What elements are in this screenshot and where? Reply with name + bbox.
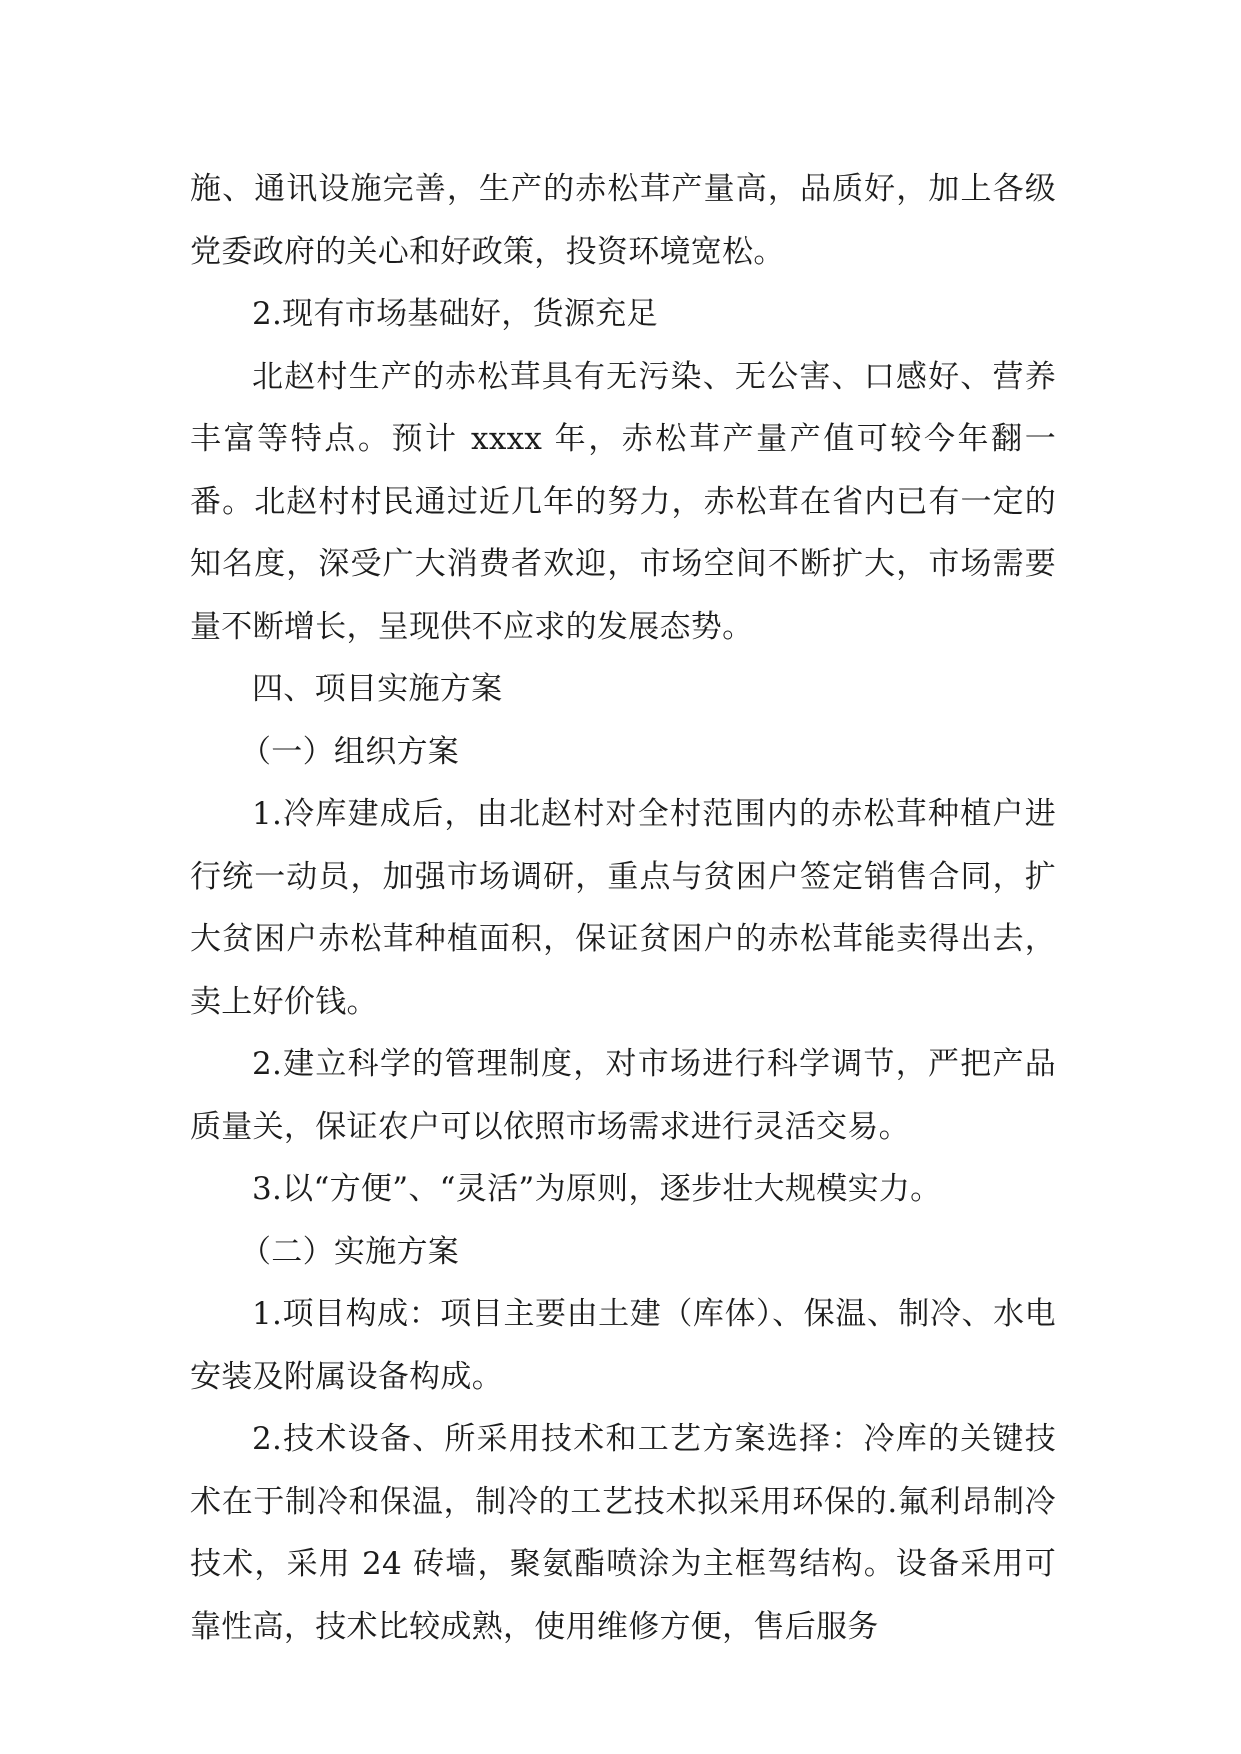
paragraph-plan-1: 1.项目构成：项目主要由土建（库体）、保温、制冷、水电安装及附属设备构成。 bbox=[190, 1296, 1056, 1395]
paragraph-market-heading: 2.现有市场基础好，货源充足 bbox=[252, 296, 658, 332]
subsection-heading-implementation-plan: （二）实施方案 bbox=[240, 1233, 460, 1270]
paragraph-organization-1: 1.冷库建成后，由北赵村对全村范围内的赤松茸种植户进行统一动员，加强市场调研，重点与贫困户签定销售合同，扩大贫困户赤松茸种植面积，保证贫困户的赤松茸能卖得出去，卖上好价钱。 bbox=[190, 796, 1056, 1020]
subsection-heading-organization: （一）组织方案 bbox=[240, 733, 460, 770]
document-body bbox=[190, 158, 1056, 1658]
section-heading-implementation: 四、项目实施方案 bbox=[252, 671, 503, 707]
paragraph-plan-2: 2.技术设备、所采用技术和工艺方案选择：冷库的关键技术在于制冷和保温，制冷的工艺技术拟采用环保的.氟利昂制冷技术，采用 24 砖墙，聚氨酯喷涂为主框驾结构。设备采用可靠性高，技术比较成熟，使用维修方便，售后服务 bbox=[190, 1421, 1056, 1645]
paragraph-intro-continued: 施、通讯设施完善，生产的赤松茸产量高，品质好，加上各级党委政府的关心和好政策，投资环境宽松。 bbox=[190, 171, 1056, 270]
paragraph-organization-2: 2.建立科学的管理制度，对市场进行科学调节，严把产品质量关，保证农户可以依照市场需求进行灵活交易。 bbox=[190, 1046, 1056, 1145]
paragraph-organization-3: 3.以“方便”、“灵活”为原则，逐步壮大规模实力。 bbox=[252, 1171, 942, 1207]
paragraph-market-description: 北赵村生产的赤松茸具有无污染、无公害、口感好、营养丰富等特点。预计 xxxx 年，赤松茸产量产值可较今年翻一番。北赵村村民通过近几年的努力，赤松茸在省内已有一定的知名度，深受广大消费者欢迎，市场空间不断扩大，市场需要量不断增长，呈现供不应求的发展态势。 bbox=[190, 358, 1056, 645]
